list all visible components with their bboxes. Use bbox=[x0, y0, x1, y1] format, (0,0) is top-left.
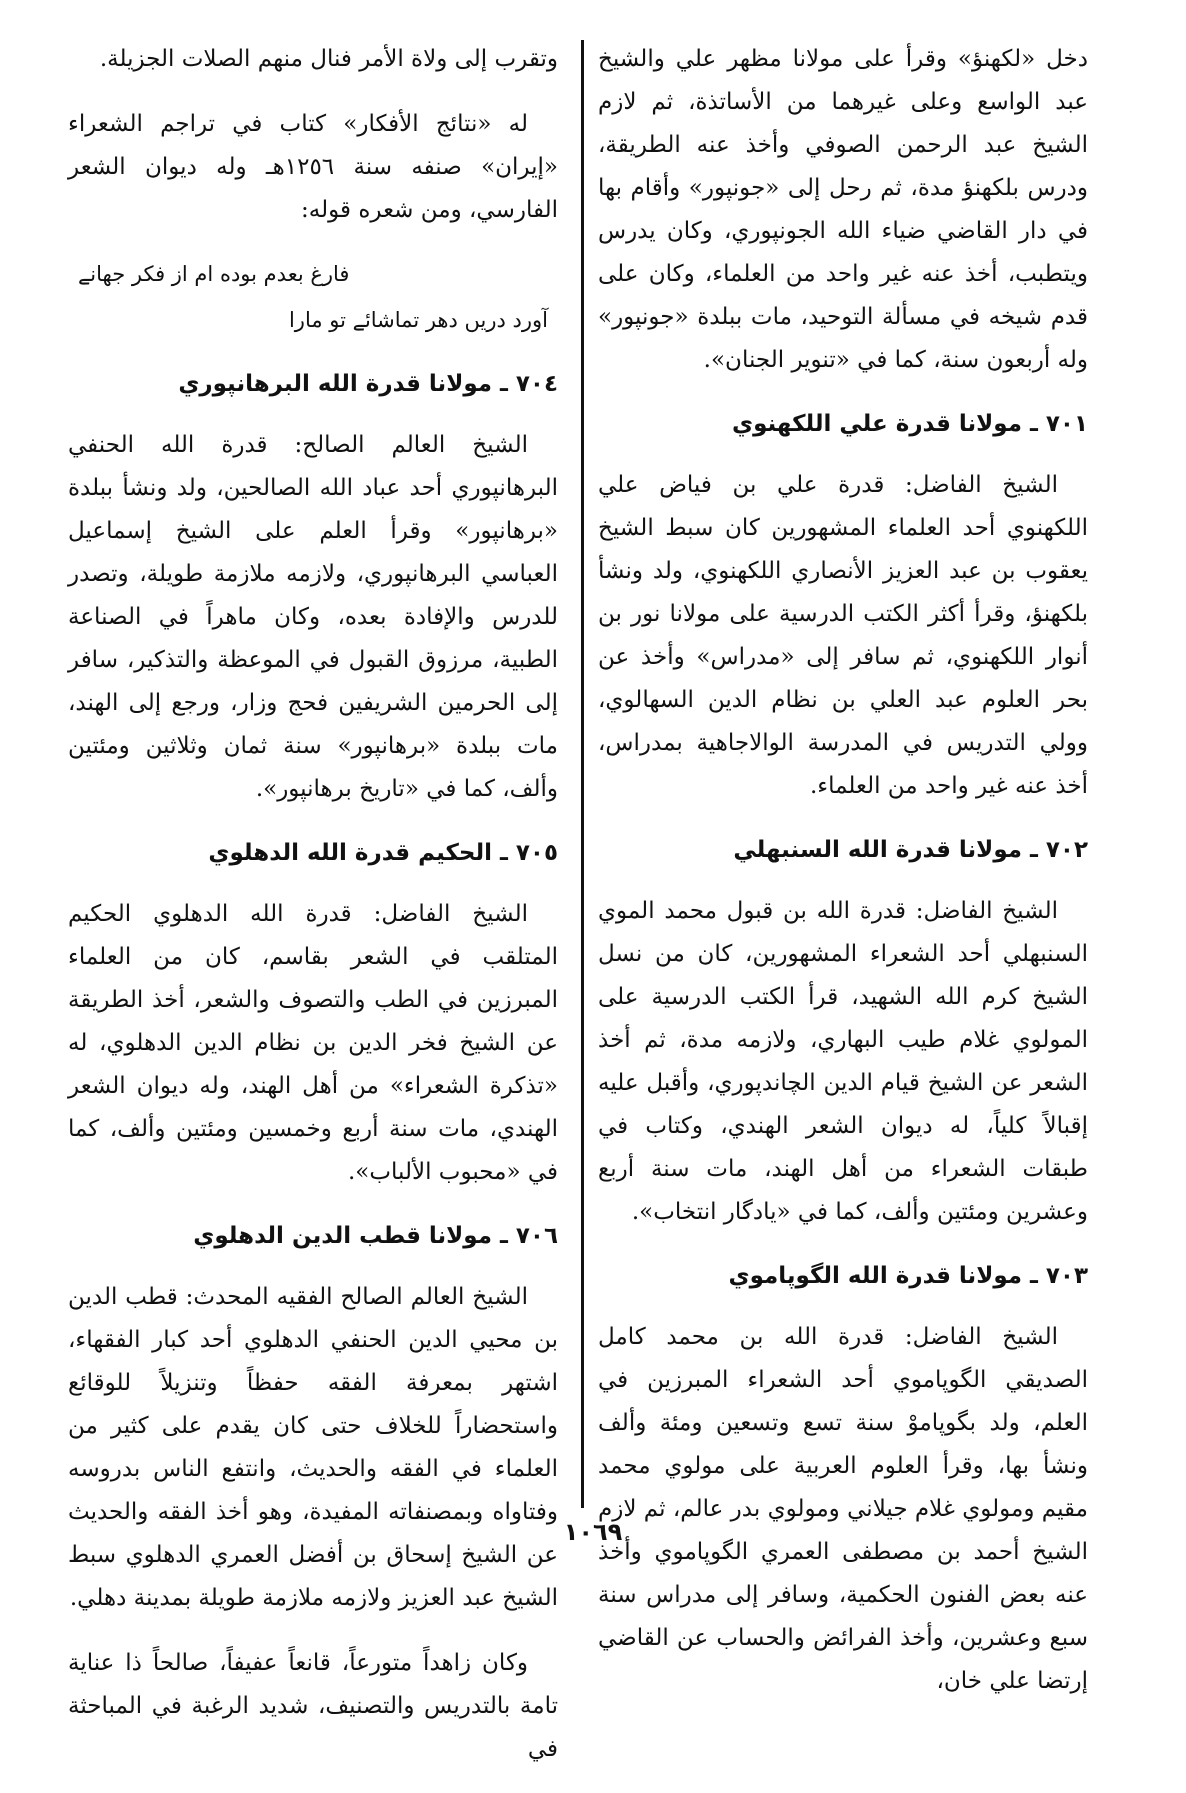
entry-number: ٧٠٣ ـ bbox=[1022, 1263, 1088, 1289]
column-divider bbox=[581, 40, 584, 1508]
entry-heading bbox=[598, 404, 1088, 444]
entry-title: مولانا قدرة علي اللكهنوي bbox=[732, 411, 1022, 437]
entry-body: الشيخ الفاضل: قدرة علي بن فياض علي اللكهنوي أحد العلماء المشهورين كان سبط الشيخ يعقوب بن عبد العزيز الأنصاري اللكهنوي، ولد ونشأ بلكهنؤ، وقرأ أكثر الكتب الدرسية على مولانا نور بن أنوار اللكهنوي، ثم سافر إلى «مدراس» وأخذ عن بحر العلوم عبد العلي بن نظام الدين السهالوي، وولي التدريس في المدرسة الوالاجاهية بمدراس، أخذ عنه غير واحد من العلماء. bbox=[598, 472, 1088, 799]
verse-line-2: آورد دريں دهر تماشائے تو مارا bbox=[288, 308, 548, 332]
entry-title: مولانا قدرة الله البرهانپوري bbox=[178, 371, 492, 397]
page-number: ١٠٦٩ bbox=[563, 1518, 623, 1546]
entry-heading bbox=[598, 830, 1088, 870]
entry-heading bbox=[598, 1256, 1088, 1296]
entry-body: الشيخ الفاضل: قدرة الله بن قبول محمد الموي السنبهلي أحد الشعراء المشهورين، كان من نسل الشيخ كرم الله الشهيد، قرأ الكتب الدرسية على المولوي غلام طيب البهاري، ولازمه مدة، ثم أخذ الشعر عن الشيخ قيام الدين الچاندپوري، وأقبل عليه إقبالاً كلياً، له ديوان الشعر الهندي، وكتاب في طبقات الشعراء من أهل الهند، مات سنة أربع وعشرين ومئتين وألف، كما في «يادگار انتخاب». bbox=[598, 898, 1088, 1225]
entry-number: ٧٠٥ ـ bbox=[492, 840, 558, 866]
entry-title: مولانا قدرة الله السنبهلي bbox=[733, 837, 1022, 863]
right-column bbox=[598, 38, 1088, 1725]
entry-body-continued: وكان زاهداً متورعاً، قانعاً عفيفاً، صالحاً ذا عناية تامة بالتدريس والتصنيف، شديد الرغبة في المباحثة في bbox=[68, 1650, 558, 1762]
entry-body: الشيخ العالم الصالح الفقيه المحدث: قطب الدين بن محيي الدين الحنفي الدهلوي أحد كبار الفقهاء، اشتهر بمعرفة الفقه حفظاً وتنزيلاً للوقائع واستحضاراً للخلاف حتى كان يقدم على كثير من العلماء في الفقه والحديث، وانتفع الناس بدروسه وفتاواه وبمصنفاته المفيدة، وهو أخذ الفقه والحديث عن الشيخ إسحاق بن أفضل العمري الدهلوي سبط الشيخ عبد العزيز ولازمه ملازمة طويلة بمدينة دهلي. bbox=[68, 1284, 558, 1611]
continued-paragraph: وتقرب إلى ولاة الأمر فنال منهم الصلات الجزيلة. bbox=[99, 46, 558, 72]
entry-title: الحكيم قدرة الله الدهلوي bbox=[208, 840, 492, 866]
entry-number: ٧٠٢ ـ bbox=[1022, 837, 1088, 863]
entry-heading bbox=[68, 1216, 558, 1256]
entry-number: ٧٠٦ ـ bbox=[492, 1223, 558, 1249]
entry-heading bbox=[68, 833, 558, 873]
entry-title: مولانا قطب الدين الدهلوي bbox=[193, 1223, 492, 1249]
entry-body: الشيخ الفاضل: قدرة الله الدهلوي الحكيم المتلقب في الشعر بقاسم، كان من العلماء المبرزين في الطب والتصوف والشعر، أخذ الطريقة عن الشيخ فخر الدين بن نظام الدين الدهلوي، له «تذكرة الشعراء» من أهل الهند، وله ديوان الشعر الهندي، مات سنة أربع وخمسين ومئتين وألف، كما في «محبوب الألباب». bbox=[68, 901, 558, 1185]
intro-paragraph: له «نتائج الأفكار» كتاب في تراجم الشعراء «إيران» صنفه سنة ١٢٥٦هـ وله ديوان الشعر الفارسي، ومن شعره قوله: bbox=[68, 111, 558, 223]
entry-number: ٧٠١ ـ bbox=[1022, 411, 1088, 437]
entry-body: الشيخ الفاضل: قدرة الله بن محمد كامل الصديقي الگوپاموي أحد الشعراء المبرزين في العلم، ولد بگوپاموْ سنة تسع وتسعين ومئة وألف ونشأ بها، وقرأ العلوم العربية على مولوي محمد مقيم ومولوي غلام جيلاني ومولوي بدر عالم، ثم لازم الشيخ أحمد بن مصطفى العمري الگوپاموي وأخذ عنه بعض الفنون الحكمية، وسافر إلى مدراس سنة سبع وعشرين، وأخذ الفرائض والحساب عن القاضي إرتضا علي خان، bbox=[598, 1324, 1088, 1694]
entry-heading bbox=[68, 364, 558, 404]
entry-title: مولانا قدرة الله الگوپاموي bbox=[728, 1263, 1022, 1289]
continued-paragraph: دخل «لكهنؤ» وقرأ على مولانا مظهر علي والشيخ عبد الواسع وعلى غيرهما من الأساتذة، ثم لازم الشيخ عبد الرحمن الصوفي وأخذ عنه الطريقة، ودرس بلكهنؤ مدة، ثم رحل إلى «جونپور» وأقام بها في دار القاضي ضياء الله الجونپوري، وكان يدرس ويتطبب، أخذ عنه غير واحد من العلماء، وكان على قدم شيخه في مسألة التوحيد، مات ببلدة «جونپور» وله أربعون سنة، كما في «تنوير الجنان». bbox=[598, 46, 1088, 373]
entry-body: الشيخ العالم الصالح: قدرة الله الحنفي البرهانپوري أحد عباد الله الصالحين، ولد ونشأ ببلدة «برهانپور» وقرأ العلم على الشيخ إسماعيل العباسي البرهانپوري، ولازمه ملازمة طويلة، وتصدر للدرس والإفادة بعده، وكان ماهراً في الصناعة الطبية، مرزوق القبول في الموعظة والتذكير، سافر إلى الحرمين الشريفين فحج وزار، ورجع إلى الهند، مات ببلدة «برهانپور» سنة ثمان وثلاثين ومئتين وألف، كما في «تاريخ برهانپور». bbox=[68, 432, 558, 802]
entry-number: ٧٠٤ ـ bbox=[492, 371, 558, 397]
verse-line-1: فارغ بعدم بوده ام از فكر جهانے bbox=[78, 262, 350, 286]
